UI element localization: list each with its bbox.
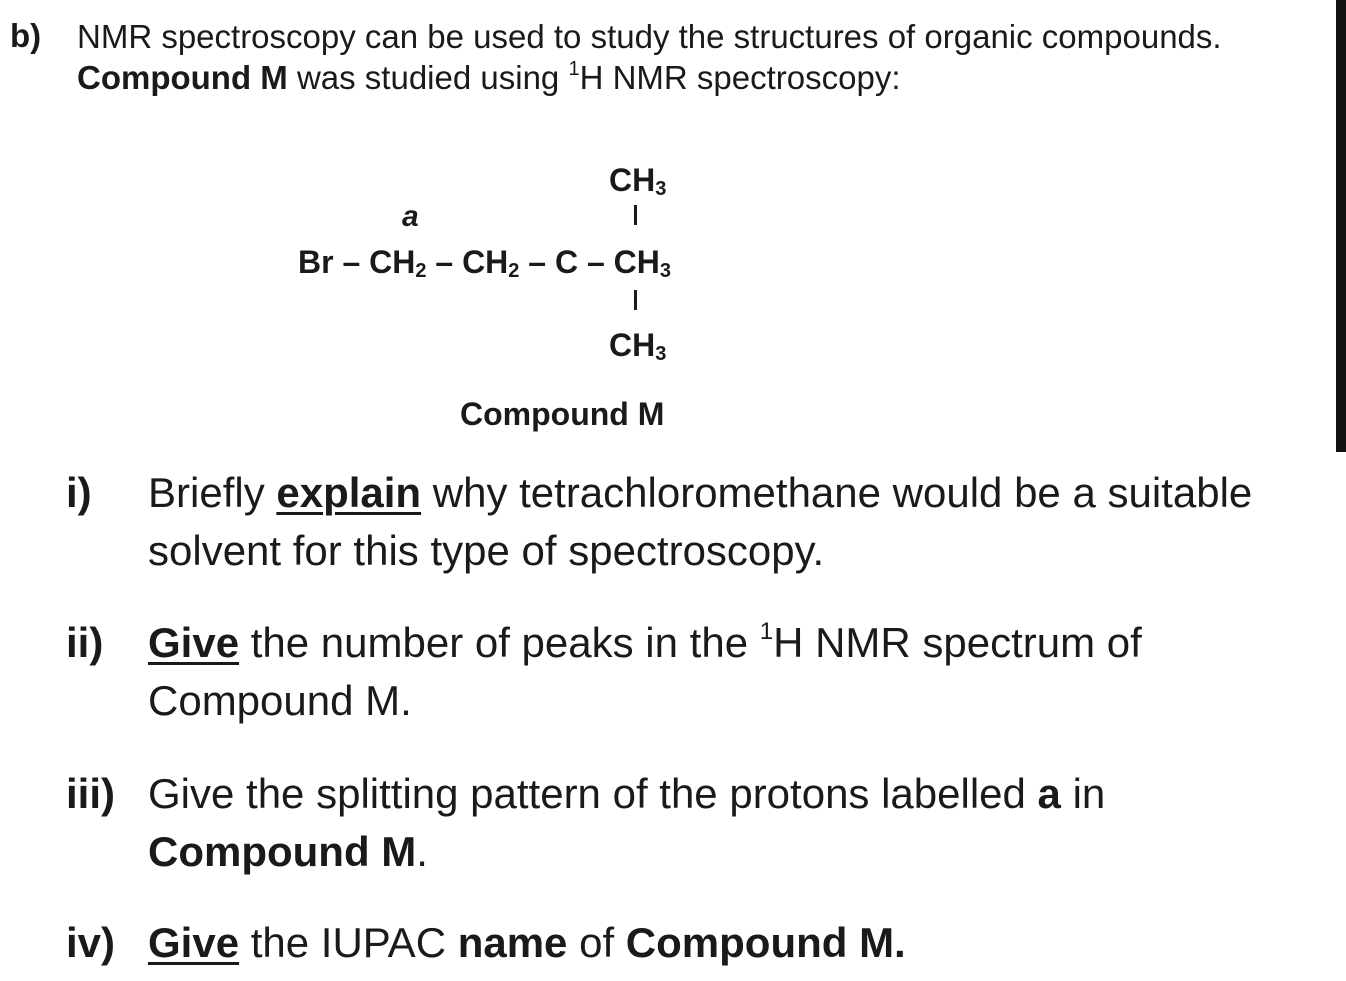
bottom-methyl-sub: 3 <box>655 343 667 365</box>
q3-label-a: a <box>1037 770 1061 817</box>
q3-compound: Compound M <box>148 828 417 875</box>
structure-caption: Compound M <box>460 396 665 432</box>
question-ii-text <box>148 614 1338 730</box>
question-ii <box>66 614 1336 734</box>
intro-text-1: NMR spectroscopy can be used to study the structures of organic compounds. <box>77 18 1222 55</box>
chain-bond-3: – <box>578 244 614 280</box>
bottom-methyl-text: CH <box>609 327 656 363</box>
intro-text-3: H NMR spectroscopy: <box>579 59 901 96</box>
q2-text-2: H NMR spectrum of Compound M. <box>148 619 1142 724</box>
proton-label-a: a <box>402 200 419 233</box>
chain-ch2-b: CH <box>462 244 509 280</box>
q3-text-2: in <box>1060 770 1106 817</box>
q2-text-1: the number of peaks in the <box>239 619 760 666</box>
chain-br: Br – <box>298 244 370 280</box>
chain-ch2-b-sub: 2 <box>508 260 520 282</box>
intro-compound-bold: Compound M <box>77 59 288 96</box>
intro-paragraph <box>77 16 1307 98</box>
chain-ch2-a-sub: 2 <box>415 260 427 282</box>
chain-ch2-a: CH <box>369 244 416 280</box>
top-methyl-sub: 3 <box>655 178 667 200</box>
q4-text-1: the IUPAC <box>239 919 458 966</box>
question-i-number: i) <box>66 469 92 516</box>
page-edge-bar <box>1336 0 1346 452</box>
q4-command-word: Give <box>148 919 240 966</box>
question-i <box>66 464 1336 584</box>
question-iv-text <box>148 914 1338 972</box>
q1-text-1: Briefly <box>148 469 277 516</box>
q4-text-2: of <box>567 919 626 966</box>
chain-bond-2: – <box>519 244 555 280</box>
top-methyl-text: CH <box>609 162 656 198</box>
q3-text-1: Give the splitting pattern of the protons labelled <box>148 770 1038 817</box>
question-iii <box>66 765 1336 885</box>
q2-command-word: Give <box>148 619 240 666</box>
q2-superscript: 1 <box>759 618 774 645</box>
q1-command-word: explain <box>276 469 422 516</box>
question-iii-number: iii) <box>66 770 115 817</box>
q3-text-3: . <box>416 828 428 875</box>
chain-quaternary-c: C <box>554 244 579 280</box>
intro-superscript: 1 <box>568 58 580 80</box>
question-iv <box>66 914 1336 976</box>
bottom-vertical-bond <box>634 290 637 310</box>
part-label: b) <box>10 17 42 54</box>
chain-ch3-sub: 3 <box>659 260 672 282</box>
top-methyl-group <box>609 162 666 198</box>
question-ii-number: ii) <box>66 619 104 666</box>
question-iv-number: iv) <box>66 919 116 966</box>
intro-text-2: was studied using <box>287 59 569 96</box>
main-chain <box>298 244 671 280</box>
q4-name-word: name <box>457 919 568 966</box>
top-vertical-bond <box>634 205 637 225</box>
question-iii-text <box>148 765 1338 881</box>
chain-bond-1: – <box>426 244 463 280</box>
chain-ch3: CH <box>613 244 660 280</box>
q4-compound: Compound M. <box>625 919 906 966</box>
q1-text-2: why tetrachloromethane would be a suitable solvent for this type of spectroscopy. <box>148 469 1253 574</box>
question-i-text <box>148 464 1338 580</box>
bottom-methyl-group <box>609 327 666 363</box>
